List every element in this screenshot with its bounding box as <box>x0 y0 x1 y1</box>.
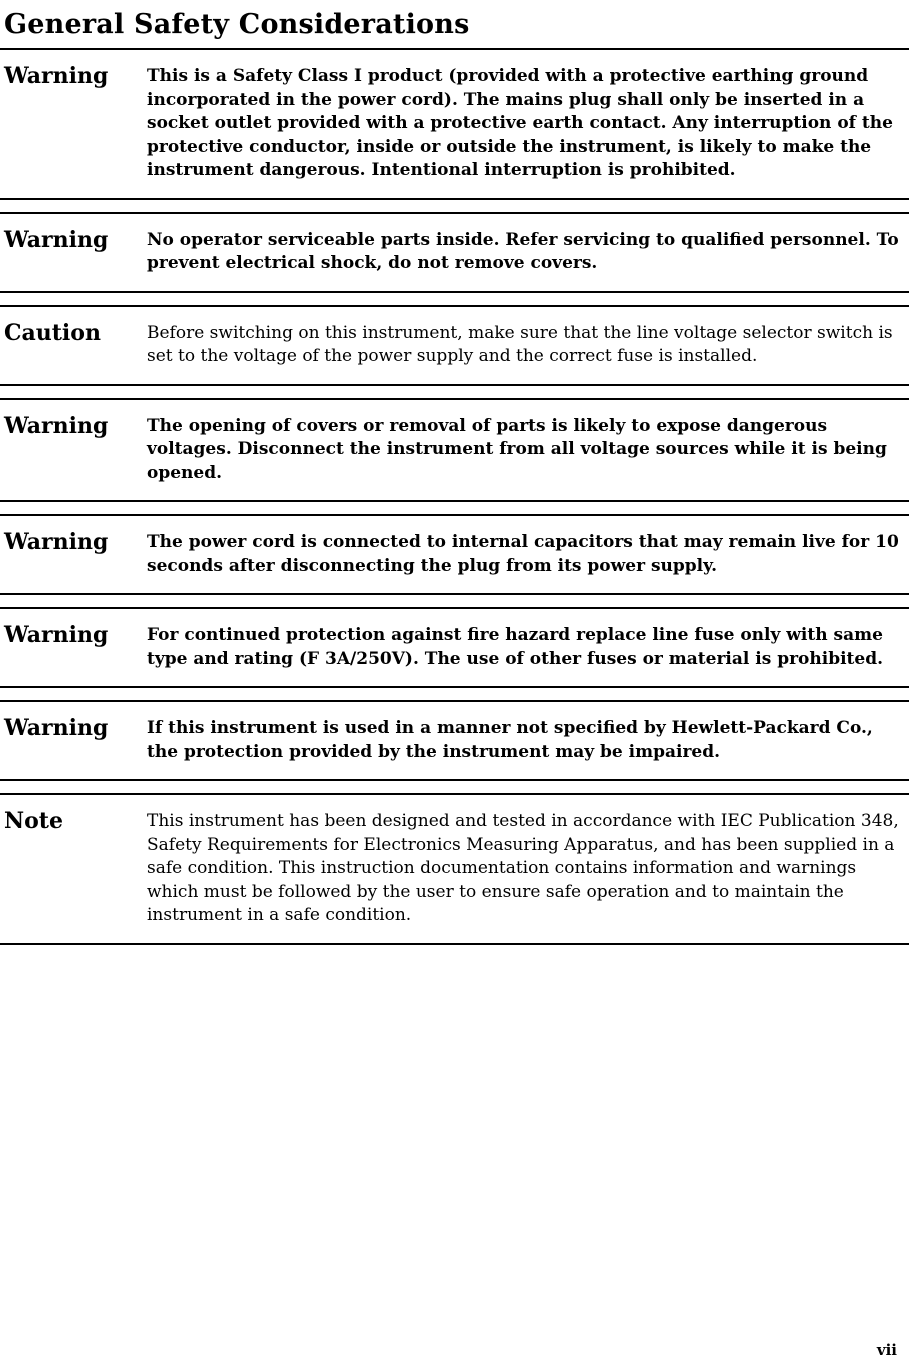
section-label: Warning <box>4 529 109 555</box>
page-title: General Safety Considerations <box>0 0 909 50</box>
safety-section-warning-2 <box>0 212 909 293</box>
section-label: Caution <box>4 319 101 346</box>
safety-section-warning-3 <box>0 398 909 503</box>
section-label: Warning <box>4 412 109 439</box>
section-text: Before switching on this instrument, make sure that the line voltage selector switch is set to the voltage of the power supply and the correct fuse is installed. <box>147 322 893 366</box>
section-label: Warning <box>4 226 109 253</box>
section-text: No operator serviceable parts inside. Refer servicing to qualified personnel. To prevent electrical shock, do not remove covers. <box>147 229 899 273</box>
safety-section-note <box>0 793 909 945</box>
section-text: The opening of covers or removal of parts is likely to expose dangerous voltages. Disconnect the instrument from all voltage sources while it is being opened. <box>147 415 887 483</box>
safety-section-caution <box>0 305 909 386</box>
page-number: vii <box>876 1341 897 1359</box>
safety-section-warning-4 <box>0 514 909 595</box>
section-label: Note <box>4 808 63 834</box>
section-text: This instrument has been designed and tested in accordance with IEC Publication 348, Safety Requirements for Electronics Measuring Apparatus, and has been supplied in a safe condition. This instruction documentation contains information and warnings which must be followed by the user to ensure safe operation and to maintain the instrument in a safe condition. <box>147 811 899 925</box>
section-text: The power cord is connected to internal capacitors that may remain live for 10 seconds after disconnecting the plug from its power supply. <box>147 532 899 576</box>
section-text: For continued protection against fire hazard replace line fuse only with same type and rating (F 3A/250V). The use of other fuses or material is prohibited. <box>147 625 884 669</box>
section-text: This is a Safety Class I product (provided with a protective earthing ground incorporated in the power cord). The mains plug shall only be inserted in a socket outlet provided with a protective earth contact. Any interruption of the protective conductor, inside or outside the instrument, is likely to make the instrument dangerous. Intentional interruption is prohibited. <box>147 66 893 180</box>
safety-section-warning-1 <box>0 50 909 200</box>
section-label: Warning <box>4 715 109 741</box>
section-text: If this instrument is used in a manner not specified by Hewlett-Packard Co., the protection provided by the instrument may be impaired. <box>147 718 873 762</box>
safety-section-warning-5 <box>0 607 909 688</box>
safety-section-warning-6 <box>0 700 909 781</box>
section-label: Warning <box>4 622 109 648</box>
section-label: Warning <box>4 63 109 89</box>
